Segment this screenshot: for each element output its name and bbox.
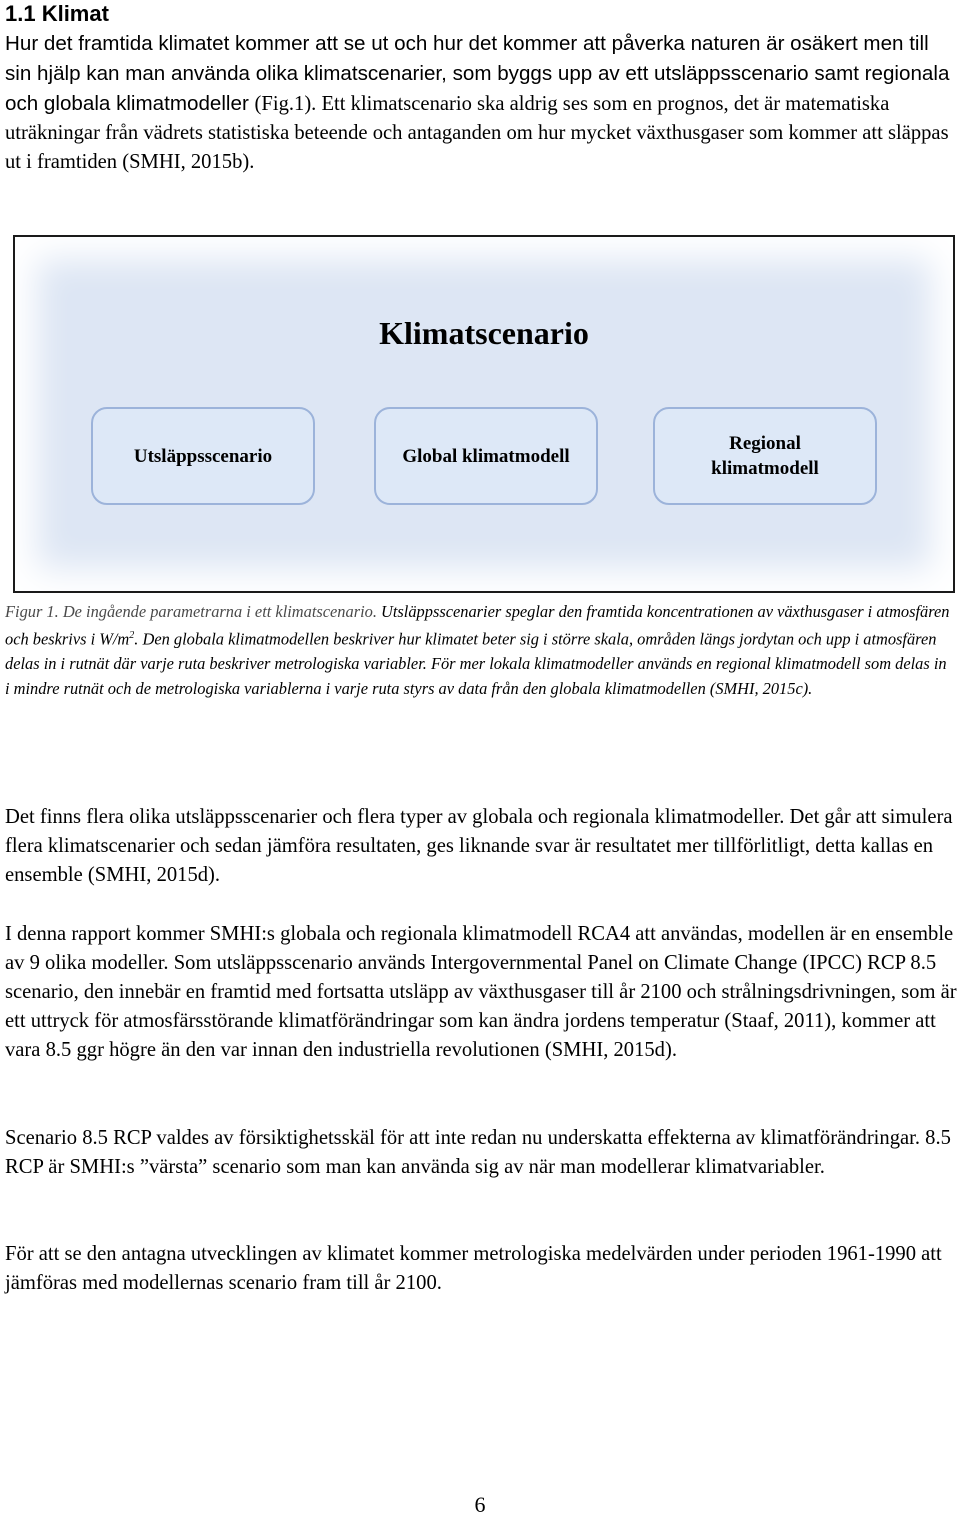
global-model-label: Global klimatmodell <box>402 445 570 467</box>
emission-scenario-box <box>91 407 315 505</box>
emission-scenario-label: Utsläppsscenario <box>133 445 273 467</box>
caption-title: Figur 1. De ingående parametrarna i ett klimatscenario. <box>5 602 382 621</box>
figure-caption <box>5 600 955 701</box>
intro-text-serif: (Fig.1). Ett klimatscenario ska aldrig ses som en prognos, det är matematiska uträkningar från vädrets statistiska beteende och antaganden om hur mycket växthusgaser som kommer att släppas ut i framtiden (SMHI, 2015b). <box>5 93 949 173</box>
global-model-box <box>374 407 598 505</box>
diagram-title: Klimatscenario <box>379 315 589 351</box>
body-paragraph-2: I denna rapport kommer SMHI:s globala och regionala klimatmodell RCA4 att användas, modellen är en ensemble av 9 olika modeller. Som utsläppsscenario används Intergovernmental Panel on Climate Change (IPCC) RCP 8.5 scenario, den innebär en framtid med fortsatta utsläpp av växthusgaser till år 2100 och strålningsdrivningen, som är ett uttryck för atmosfärsstörande klimatförändringar som kan ändra jordens temperatur (Staaf, 2011), kommer att vara 8.5 ggr högre än den var innan den industriella revolutionen (SMHI, 2015d). <box>5 923 957 1061</box>
climate-scenario-diagram <box>13 235 955 593</box>
intro-text-sans: Hur det framtida klimatet kommer att se ut och hur det kommer att påverka naturen är osäkert men till sin hjälp kan man använda olika klimatscenarier, som byggs upp av ett utsläppsscenario samt regionala och globala klimatmodeller <box>5 32 950 115</box>
caption-text-cont: . Den globala klimatmodellen beskriver hur klimatet beter sig i större skala, områden längs jordytan och upp i atmosfären delas in i rutnät där varje ruta beskriver metrologiska variabler. För mer lokala klimatmodeller används en regional klimatmodell som delas in i mindre rutnät och de metrologiska variablerna i varje ruta styrs av data från den globala klimatmodellen (SMHI, 2015c). <box>5 629 947 698</box>
intro-paragraph <box>5 29 957 177</box>
caption-superscript: 2 <box>129 630 135 642</box>
section-heading: 1.1 Klimat <box>5 1 109 26</box>
body-paragraph-3: Scenario 8.5 RCP valdes av försiktighetsskäl för att inte redan nu underskatta effekterna av klimatförändringar. 8.5 RCP är SMHI:s ”värsta” scenario som man kan använda sig av när man modellerar klimatvariabler. <box>5 1127 951 1178</box>
body-paragraph-4: För att se den antagna utvecklingen av klimatet kommer metrologiska medelvärden under perioden 1961-1990 att jämföras med modellernas scenario fram till år 2100. <box>5 1243 942 1294</box>
body-paragraph-1: Det finns flera olika utsläppsscenarier och flera typer av globala och regionala klimatmodeller. Det går att simulera flera klimatscenarier och sedan jämföra resultaten, ges liknande svar är resultatet mer tillförlitligt, detta kallas en ensemble (SMHI, 2015d). <box>5 806 953 886</box>
regional-model-box <box>653 407 877 505</box>
regional-model-label: Regional klimatmodell <box>711 433 819 479</box>
page-number: 6 <box>474 1492 486 1517</box>
caption-text: Utsläppsscenarier speglar den framtida koncentrationen av växthusgaser i atmosfären och beskrivs i W/m <box>5 602 950 649</box>
